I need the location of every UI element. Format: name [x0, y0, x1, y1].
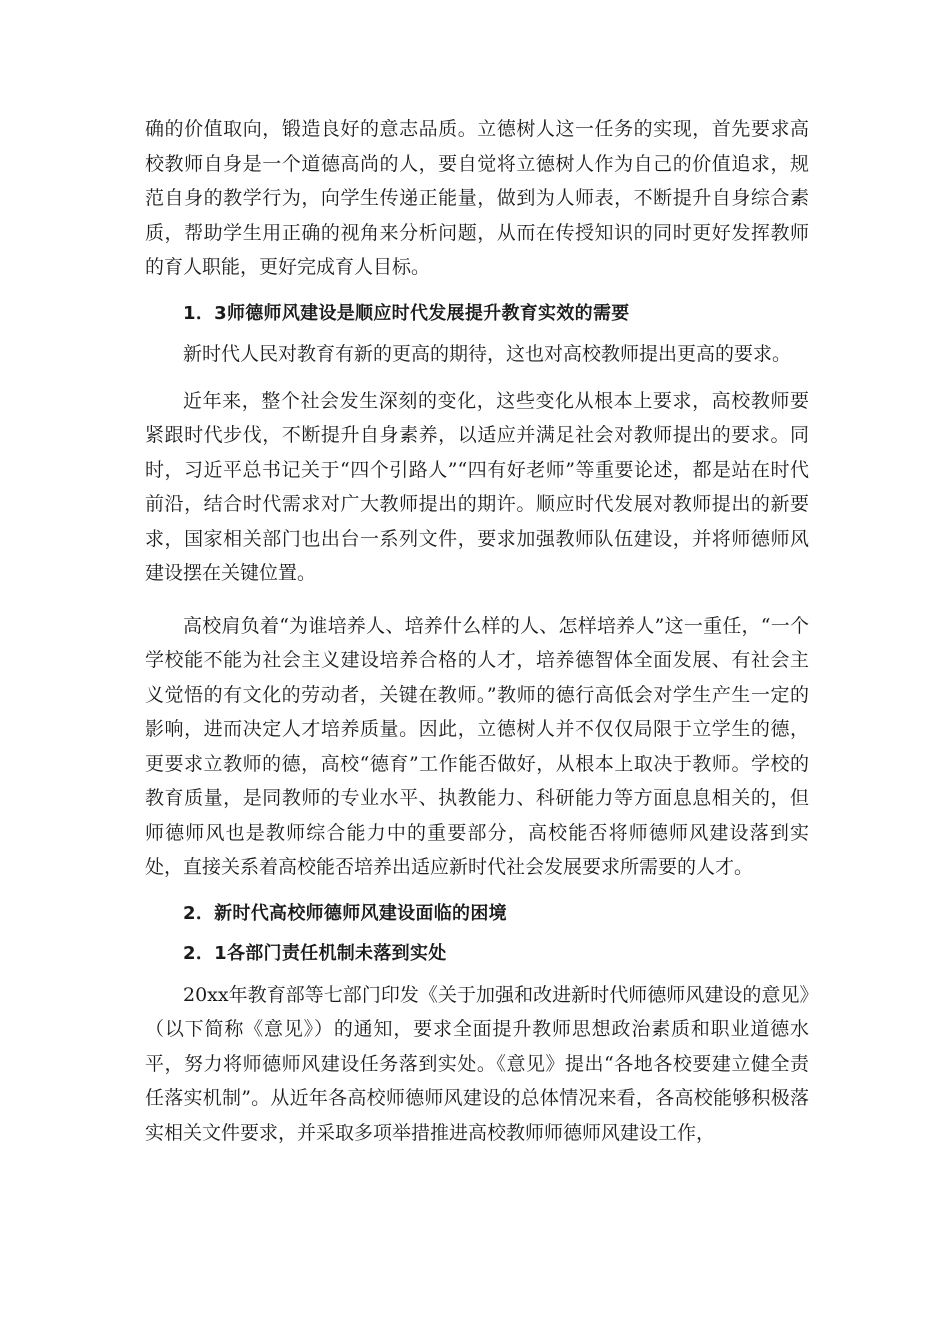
paragraph-intro: 确的价值取向，锻造良好的意志品质。立德树人这一任务的实现，首先要求高校教师自身是一个道德高尚的人，要自觉将立德树人作为自己的价值追求，规范自身的教学行为，向学生传递正能量，做到为人师表，不断提升自身综合素质，帮助学生用正确的视角来分析问题，从而在传授知识的同时更好发挥教师的育人职能，更好完成育人目标。: [145, 118, 809, 278]
paragraph-1-3-b: 近年来，整个社会发生深刻的变化，这些变化从根本上要求，高校教师要紧跟时代步伐，不断提升自身素养，以适应并满足社会对教师提出的要求。同时，习近平总书记关于“四个引路人”“四有好老师”等重要论述，都是站在时代前沿，结合时代需求对广大教师提出的期许。顺应时代发展对教师提出的新要求，国家相关部门也出台一系列文件，要求加强教师队伍建设，并将师德师风建设摆在关键位置。: [145, 389, 809, 584]
section-heading-2-1: 2．1各部门责任机制未落到实处: [183, 943, 447, 964]
document-page: [145, 112, 809, 1150]
paragraph-2-1-a: 20xx年教育部等七部门印发《关于加强和改进新时代师德师风建设的意见》（以下简称《意见》）的通知，要求全面提升教师思想政治素质和职业道德水平，努力将师德师风建设任务落到实处。《意见》提出“各地各校要建立健全责任落实机制”。从近年各高校师德师风建设的总体情况来看，各高校能够积极落实相关文件要求，并采取多项举措推进高校教师师德师风建设工作，: [145, 983, 809, 1144]
paragraph-1-3-c: 高校肩负着“为谁培养人、培养什么样的人、怎样培养人”这一重任，“一个学校能不能为社会主义建设培养合格的人才，培养德智体全面发展、有社会主义觉悟的有文化的劳动者，关键在教师。”教师的德行高低会对学生产生一定的影响，进而决定人才培养质量。因此，立德树人并不仅仅局限于立学生的德，更要求立教师的德，高校“德育”工作能否做好，从根本上取决于教师。学校的教育质量，是同教师的专业水平、执教能力、科研能力等方面息息相关的，但师德师风也是教师综合能力中的重要部分，高校能否将师德师风建设落到实处，直接关系着高校能否培养出适应新时代社会发展要求所需要的人才。: [145, 614, 809, 878]
paragraph-1-3-a: 新时代人民对教育有新的更高的期待，这也对高校教师提出更高的要求。: [183, 343, 792, 365]
section-heading-2: 2．新时代高校师德师风建设面临的困境: [183, 902, 507, 924]
section-heading-1-3: 1．3师德师风建设是顺应时代发展提升教育实效的需要: [183, 302, 630, 324]
